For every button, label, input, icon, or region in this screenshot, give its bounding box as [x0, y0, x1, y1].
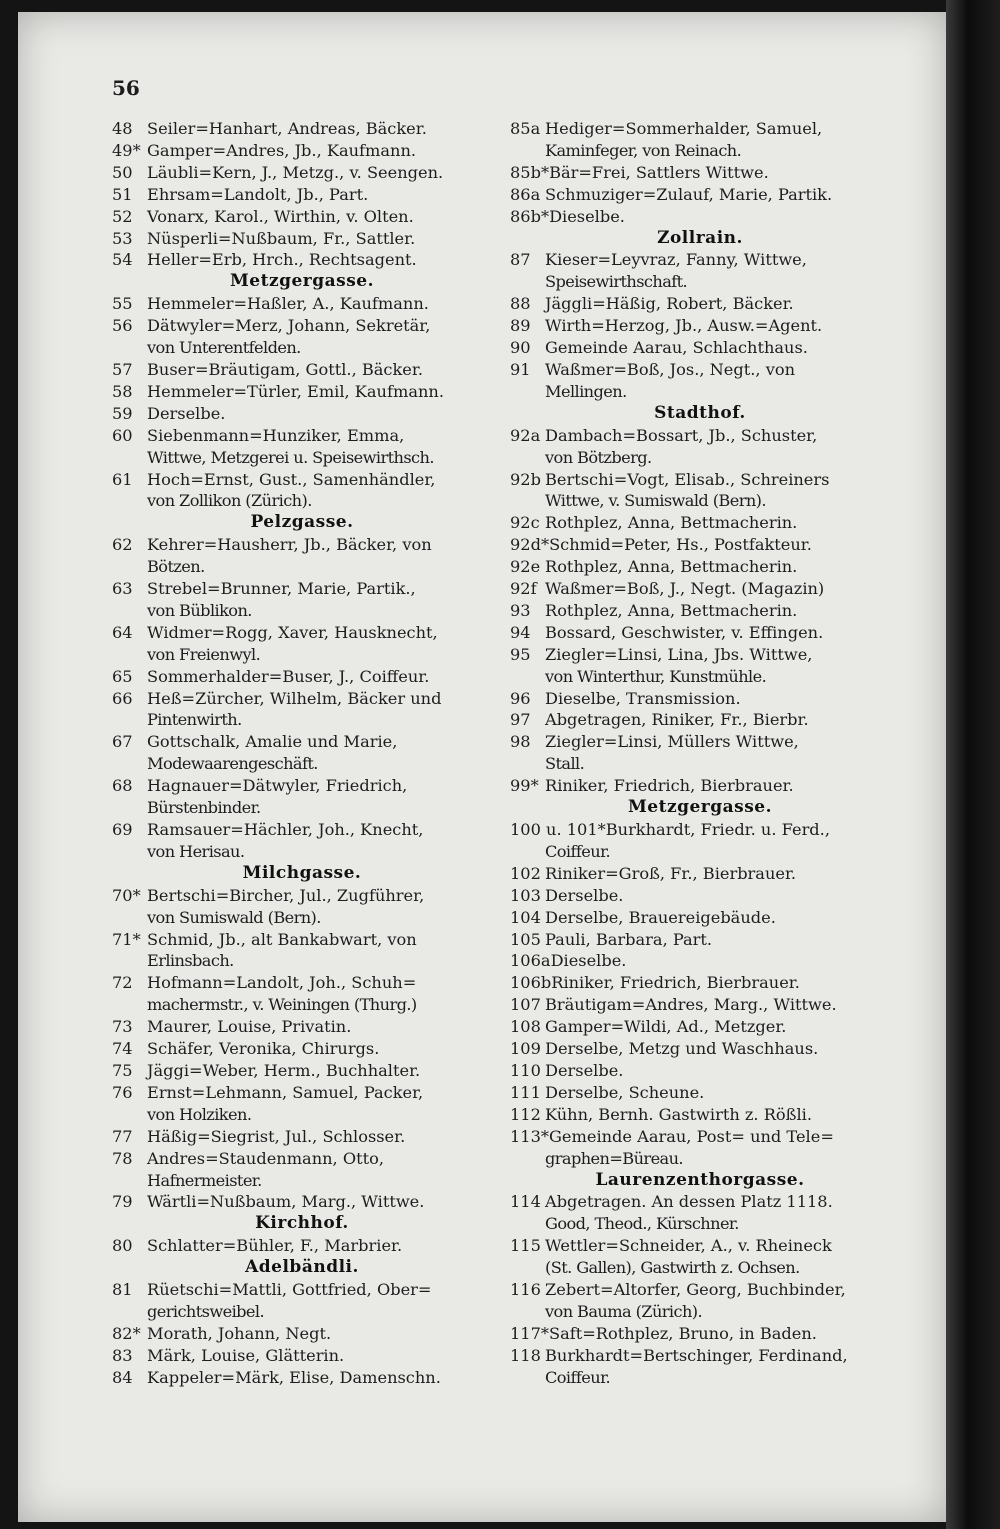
- house-number: 80: [112, 1236, 133, 1256]
- entry-continuation: Erlinsbach.: [147, 951, 234, 971]
- entry-text: Rothplez, Anna, Bettmacherin.: [545, 513, 798, 533]
- house-number: 93: [510, 600, 531, 620]
- house-number: 91: [510, 359, 531, 379]
- house-number: 113*: [510, 1126, 549, 1146]
- house-number: 96: [510, 688, 531, 708]
- directory-entry: [112, 1016, 492, 1038]
- entry-text: Vonarx, Karol., Wirthin, v. Olten.: [147, 206, 414, 226]
- entry-text: Dieselbe.: [549, 206, 625, 226]
- entry-continuation: Modewaarengeschäft.: [147, 754, 318, 774]
- directory-entry: [112, 206, 492, 228]
- house-number: 92e: [510, 557, 541, 577]
- entry-text: Ernst=Lehmann, Samuel, Packer,: [147, 1082, 424, 1102]
- directory-entry: [510, 315, 890, 337]
- entry-text: Abgetragen, Riniker, Fr., Bierbr.: [545, 710, 809, 730]
- entry-text: Heller=Erb, Hrch., Rechtsagent.: [147, 250, 417, 270]
- house-number: 52: [112, 206, 133, 226]
- directory-entry: [112, 972, 492, 1016]
- entry-continuation: Hafnermeister.: [147, 1170, 262, 1190]
- house-number: 105: [510, 929, 541, 949]
- entry-text: Häßig=Siegrist, Jul., Schlosser.: [147, 1126, 406, 1146]
- entry-text: Märk, Louise, Glätterin.: [147, 1345, 345, 1365]
- entry-text: Heß=Zürcher, Wilhelm, Bäcker und: [147, 688, 442, 708]
- house-number: 51: [112, 184, 133, 204]
- entry-text: Wirth=Herzog, Jb., Ausw.=Agent.: [545, 316, 823, 336]
- entry-text: Gemeinde Aarau, Post= und Tele=: [549, 1126, 834, 1146]
- page-number: 56: [112, 76, 140, 100]
- entry-text: Ziegler=Linsi, Müllers Wittwe,: [545, 732, 799, 752]
- directory-entry: [112, 885, 492, 929]
- house-number: 111: [510, 1082, 541, 1102]
- entry-text: Pauli, Barbara, Part.: [545, 929, 713, 949]
- house-number: 72: [112, 973, 133, 993]
- house-number: 92c: [510, 513, 540, 533]
- directory-entry: [112, 162, 492, 184]
- entry-continuation: Mellingen.: [545, 381, 627, 401]
- directory-entry: [112, 1082, 492, 1126]
- entry-text: Saft=Rothplez, Bruno, in Baden.: [549, 1323, 817, 1343]
- entry-continuation: Coiffeur.: [545, 1367, 611, 1387]
- house-number: 95: [510, 644, 531, 664]
- house-number: 78: [112, 1148, 133, 1168]
- directory-entry: [112, 534, 492, 578]
- house-number: 98: [510, 732, 531, 752]
- directory-entry: [510, 469, 890, 513]
- directory-entry: [510, 556, 890, 578]
- entry-continuation: von Büblikon.: [147, 600, 252, 620]
- directory-entry: [112, 228, 492, 250]
- directory-entry: [112, 1367, 492, 1389]
- entry-text: Dieselbe, Transmission.: [545, 688, 741, 708]
- house-number: 103: [510, 885, 541, 905]
- entry-text: Bär=Frei, Sattlers Wittwe.: [549, 162, 769, 182]
- directory-entry: [510, 337, 890, 359]
- directory-entry: [510, 359, 890, 403]
- entry-text: Jäggi=Weber, Herm., Buchhalter.: [147, 1060, 421, 1080]
- house-number: 86b*: [510, 206, 550, 226]
- entry-continuation: Bürstenbinder.: [147, 798, 261, 818]
- directory-entry: [112, 1235, 492, 1257]
- house-number: 88: [510, 294, 531, 314]
- directory-entry: [112, 1148, 492, 1192]
- entry-continuation: Bötzen.: [147, 557, 205, 577]
- directory-entry: [510, 249, 890, 293]
- house-number: 110: [510, 1060, 541, 1080]
- house-number: 87: [510, 250, 531, 270]
- house-number: 69: [112, 820, 133, 839]
- directory-entry: [112, 140, 492, 162]
- house-number: 107: [510, 995, 541, 1015]
- directory-entry: [112, 1323, 492, 1345]
- entry-text: Jäggli=Häßig, Robert, Bäcker.: [545, 294, 794, 314]
- entry-continuation: von Bauma (Zürich).: [545, 1301, 703, 1321]
- directory-entry: [112, 249, 492, 271]
- entry-text: Dambach=Bossart, Jb., Schuster,: [545, 425, 818, 445]
- directory-entry: [112, 293, 492, 315]
- house-number: 115: [510, 1236, 541, 1256]
- directory-entry: [510, 118, 890, 162]
- house-number: 83: [112, 1345, 133, 1365]
- house-number: 66: [112, 688, 133, 708]
- directory-entry: [510, 972, 890, 994]
- directory-entry: [510, 994, 890, 1016]
- house-number: 100 u. 101*: [510, 820, 606, 839]
- directory-entry: [510, 425, 890, 469]
- house-number: 84: [112, 1367, 133, 1387]
- entry-continuation: Kaminfeger, von Reinach.: [545, 140, 742, 160]
- entry-text: Hofmann=Landolt, Joh., Schuh=: [147, 973, 417, 993]
- house-number: 62: [112, 535, 133, 555]
- house-number: 57: [112, 359, 133, 379]
- house-number: 75: [112, 1060, 133, 1080]
- entry-text: Maurer, Louise, Privatin.: [147, 1017, 352, 1037]
- directory-entry: [510, 600, 890, 622]
- house-number: 99*: [510, 776, 539, 796]
- house-number: 58: [112, 381, 133, 401]
- directory-entry: [112, 1191, 492, 1213]
- directory-entry: [510, 293, 890, 315]
- directory-entry: [112, 775, 492, 819]
- entry-text: Widmer=Rogg, Xaver, Hausknecht,: [147, 622, 438, 642]
- entry-text: Burkhardt=Bertschinger, Ferdinand,: [545, 1345, 848, 1365]
- directory-entry: [510, 578, 890, 600]
- entry-text: Wettler=Schneider, A., v. Rheineck: [545, 1236, 832, 1256]
- directory-entry: [510, 1104, 890, 1126]
- directory-entry: [112, 359, 492, 381]
- directory-entry: [510, 907, 890, 929]
- house-number: 92d*: [510, 535, 550, 555]
- entry-text: Derselbe.: [545, 885, 624, 905]
- entry-text: Strebel=Brunner, Marie, Partik.,: [147, 579, 416, 599]
- directory-entry: [510, 885, 890, 907]
- entry-continuation: Coiffeur.: [545, 841, 611, 861]
- house-number: 54: [112, 250, 133, 270]
- directory-entry: [510, 709, 890, 731]
- directory-entry: [510, 534, 890, 556]
- entry-continuation: von Unterentfelden.: [147, 338, 301, 358]
- section-heading: Zollrain.: [657, 227, 743, 248]
- entry-continuation: von Sumiswald (Bern).: [147, 907, 321, 927]
- house-number: 81: [112, 1280, 133, 1300]
- entry-text: Rüetschi=Mattli, Gottfried, Ober=: [147, 1280, 432, 1300]
- directory-entry: [112, 184, 492, 206]
- entry-text: Bertschi=Vogt, Elisab., Schreiners: [545, 469, 830, 489]
- directory-entry: [112, 315, 492, 359]
- house-number: 117*: [510, 1323, 549, 1343]
- entry-text: Hediger=Sommerhalder, Samuel,: [545, 119, 823, 138]
- directory-entry: [510, 622, 890, 644]
- house-number: 108: [510, 1017, 541, 1037]
- house-number: 112: [510, 1104, 541, 1124]
- house-number: 104: [510, 907, 541, 927]
- entry-text: Hemmeler=Türler, Emil, Kaufmann.: [147, 381, 444, 401]
- entry-continuation: von Zollikon (Zürich).: [147, 491, 312, 511]
- house-number: 67: [112, 732, 133, 752]
- entry-continuation: von Bötzberg.: [545, 447, 652, 467]
- section-heading: Milchgasse.: [242, 862, 362, 883]
- directory-entry: [510, 863, 890, 885]
- entry-text: Abgetragen. An dessen Platz 1118.: [545, 1192, 833, 1212]
- entry-continuation: (St. Gallen), Gastwirth z. Ochsen.: [545, 1258, 800, 1278]
- directory-entry: [510, 929, 890, 951]
- entry-text: Rothplez, Anna, Bettmacherin.: [545, 600, 798, 620]
- house-number: 85a: [510, 119, 541, 138]
- section-heading: Laurenzenthorgasse.: [595, 1169, 805, 1190]
- house-number: 106b: [510, 973, 552, 993]
- directory-entry: [112, 425, 492, 469]
- house-number: 94: [510, 622, 531, 642]
- house-number: 65: [112, 666, 133, 686]
- directory-entry: [112, 1126, 492, 1148]
- house-number: 109: [510, 1039, 541, 1059]
- entry-continuation: graphen=Büreau.: [545, 1148, 683, 1168]
- directory-entry: [510, 1126, 890, 1170]
- section-heading: Kirchhof.: [255, 1213, 349, 1234]
- directory-entry: [510, 688, 890, 710]
- entry-text: Schlatter=Bühler, F., Marbrier.: [147, 1236, 403, 1256]
- directory-entry: [112, 1279, 492, 1323]
- directory-entry: [112, 731, 492, 775]
- entry-text: Buser=Bräutigam, Gottl., Bäcker.: [147, 359, 423, 379]
- house-number: 50: [112, 162, 133, 182]
- house-number: 92b: [510, 469, 541, 489]
- directory-entry: [510, 1191, 890, 1235]
- house-number: 76: [112, 1082, 133, 1102]
- directory-entry: [510, 950, 890, 972]
- house-number: 49*: [112, 140, 141, 160]
- house-number: 86a: [510, 184, 541, 204]
- entry-text: Wärtli=Nußbaum, Marg., Wittwe.: [147, 1192, 425, 1212]
- entry-text: Schmuziger=Zulauf, Marie, Partik.: [545, 184, 833, 204]
- directory-entry: [112, 469, 492, 513]
- house-number: 71*: [112, 929, 141, 949]
- entry-text: Waßmer=Boß, Jos., Negt., von: [545, 359, 796, 379]
- entry-text: Schäfer, Veronika, Chirurgs.: [147, 1039, 380, 1059]
- entry-text: Waßmer=Boß, J., Negt. (Magazin): [545, 579, 825, 599]
- directory-entry: [112, 381, 492, 403]
- entry-text: Sommerhalder=Buser, J., Coiffeur.: [147, 666, 430, 686]
- house-number: 82*: [112, 1323, 141, 1343]
- section-heading: Stadthof.: [654, 402, 746, 423]
- entry-text: Kühn, Bernh. Gastwirth z. Rößli.: [545, 1104, 812, 1124]
- house-number: 59: [112, 403, 133, 423]
- entry-text: Bräutigam=Andres, Marg., Wittwe.: [545, 995, 837, 1015]
- house-number: 77: [112, 1126, 133, 1146]
- directory-entry: [112, 688, 492, 732]
- directory-entry: [112, 403, 492, 425]
- section-heading: Adelbändli.: [245, 1257, 359, 1278]
- entry-text: Seiler=Hanhart, Andreas, Bäcker.: [147, 119, 427, 138]
- entry-text: Kieser=Leyvraz, Fanny, Wittwe,: [545, 250, 807, 270]
- left-column: [112, 118, 492, 1389]
- directory-entry: [510, 1279, 890, 1323]
- entry-text: Schmid, Jb., alt Bankabwart, von: [147, 929, 417, 949]
- directory-entry: [112, 578, 492, 622]
- house-number: 60: [112, 425, 133, 445]
- directory-entry: [510, 731, 890, 775]
- house-number: 118: [510, 1345, 541, 1365]
- house-number: 55: [112, 294, 133, 314]
- entry-text: Gamper=Andres, Jb., Kaufmann.: [147, 140, 417, 160]
- entry-continuation: Stall.: [545, 754, 585, 774]
- entry-text: Derselbe, Brauereigebäude.: [545, 907, 776, 927]
- house-number: 79: [112, 1192, 133, 1212]
- entry-text: Gamper=Wildi, Ad., Metzger.: [545, 1017, 787, 1037]
- entry-text: Siebenmann=Hunziker, Emma,: [147, 425, 405, 445]
- entry-text: Nüsperli=Nußbaum, Fr., Sattler.: [147, 228, 416, 248]
- entry-text: Riniker, Friedrich, Bierbrauer.: [545, 776, 794, 796]
- entry-continuation: Speisewirthschaft.: [545, 272, 688, 292]
- entry-continuation: Wittwe, Metzgerei u. Speisewirthsch.: [147, 447, 434, 467]
- directory-entry: [510, 775, 890, 797]
- directory-entry: [510, 1060, 890, 1082]
- house-number: 56: [112, 316, 133, 336]
- house-number: 90: [510, 338, 531, 358]
- entry-continuation: von Herisau.: [147, 841, 245, 861]
- directory-entry: [510, 644, 890, 688]
- house-number: 64: [112, 622, 133, 642]
- house-number: 114: [510, 1192, 541, 1212]
- book-edge: [946, 0, 1000, 1529]
- house-number: 63: [112, 579, 133, 599]
- house-number: 106a: [510, 951, 551, 971]
- entry-text: Kappeler=Märk, Elise, Damenschn.: [147, 1367, 441, 1387]
- entry-text: Bossard, Geschwister, v. Effingen.: [545, 622, 824, 642]
- section-heading: Pelzgasse.: [250, 512, 354, 533]
- entry-text: Rothplez, Anna, Bettmacherin.: [545, 557, 798, 577]
- directory-entry: [112, 622, 492, 666]
- entry-text: Kehrer=Hausherr, Jb., Bäcker, von: [147, 535, 432, 555]
- directory-entry: [510, 1323, 890, 1345]
- entry-text: Derselbe, Scheune.: [545, 1082, 705, 1102]
- entry-continuation: gerichtsweibel.: [147, 1301, 265, 1321]
- entry-text: Andres=Staudenmann, Otto,: [147, 1148, 385, 1168]
- directory-entry: [112, 1060, 492, 1082]
- directory-entry: [510, 1016, 890, 1038]
- directory-entry: [112, 819, 492, 863]
- directory-entry: [112, 1345, 492, 1367]
- entry-text: Derselbe.: [545, 1060, 624, 1080]
- section-heading: Metzgergasse.: [627, 797, 773, 818]
- house-number: 92a: [510, 425, 541, 445]
- entry-text: Gemeinde Aarau, Schlachthaus.: [545, 338, 808, 358]
- directory-entry: [112, 118, 492, 140]
- directory-entry: [510, 1235, 890, 1279]
- house-number: 68: [112, 776, 133, 796]
- entry-text: Zebert=Altorfer, Georg, Buchbinder,: [545, 1280, 846, 1300]
- house-number: 97: [510, 710, 531, 730]
- house-number: 61: [112, 469, 133, 489]
- entry-text: Dätwyler=Merz, Johann, Sekretär,: [147, 316, 431, 336]
- entry-continuation: Pintenwirth.: [147, 710, 242, 730]
- right-column: [510, 118, 890, 1389]
- entry-text: Dieselbe.: [550, 951, 627, 971]
- directory-entry: [112, 666, 492, 688]
- house-number: 53: [112, 228, 133, 248]
- entry-continuation: Good, Theod., Kürschner.: [545, 1214, 739, 1234]
- entry-continuation: machermstr., v. Weiningen (Thurg.): [147, 995, 417, 1015]
- directory-entry: [510, 1038, 890, 1060]
- entry-text: Burkhardt, Friedr. u. Ferd.,: [605, 820, 830, 839]
- entry-text: Hagnauer=Dätwyler, Friedrich,: [147, 776, 408, 796]
- section-heading: Metzgergasse.: [229, 271, 375, 292]
- directory-entry: [112, 1038, 492, 1060]
- directory-entry: [112, 929, 492, 973]
- entry-text: Bertschi=Bircher, Jul., Zugführer,: [147, 885, 425, 905]
- house-number: 92f: [510, 579, 537, 599]
- directory-entry: [510, 512, 890, 534]
- directory-entry: [510, 1082, 890, 1104]
- entry-text: Riniker, Friedrich, Bierbrauer.: [551, 973, 800, 993]
- house-number: 89: [510, 316, 531, 336]
- entry-text: Läubli=Kern, J., Metzg., v. Seengen.: [147, 162, 444, 182]
- entry-continuation: Wittwe, v. Sumiswald (Bern).: [545, 491, 766, 511]
- entry-text: Morath, Johann, Negt.: [147, 1323, 332, 1343]
- entry-text: Derselbe, Metzg und Waschhaus.: [545, 1039, 819, 1059]
- directory-entry: [510, 184, 890, 206]
- entry-text: Riniker=Groß, Fr., Bierbrauer.: [545, 863, 797, 883]
- entry-text: Ehrsam=Landolt, Jb., Part.: [147, 184, 369, 204]
- entry-text: Gottschalk, Amalie und Marie,: [147, 732, 398, 752]
- entry-text: Hoch=Ernst, Gust., Samenhändler,: [147, 469, 436, 489]
- house-number: 85b*: [510, 162, 550, 182]
- entry-text: Ramsauer=Hächler, Joh., Knecht,: [147, 820, 424, 839]
- entry-continuation: von Holziken.: [147, 1104, 252, 1124]
- house-number: 73: [112, 1017, 133, 1037]
- entry-continuation: von Freienwyl.: [147, 644, 261, 664]
- entry-text: Schmid=Peter, Hs., Postfakteur.: [549, 535, 812, 555]
- directory-entry: [510, 206, 890, 228]
- entry-text: Ziegler=Linsi, Lina, Jbs. Wittwe,: [545, 644, 813, 664]
- directory-entry: [510, 162, 890, 184]
- house-number: 102: [510, 863, 541, 883]
- directory-entry: [510, 819, 890, 863]
- entry-text: Hemmeler=Haßler, A., Kaufmann.: [147, 294, 429, 314]
- house-number: 74: [112, 1039, 133, 1059]
- entry-text: Derselbe.: [147, 403, 226, 423]
- house-number: 116: [510, 1280, 541, 1300]
- house-number: 48: [112, 119, 133, 138]
- entry-continuation: von Winterthur, Kunstmühle.: [545, 666, 767, 686]
- house-number: 70*: [112, 885, 141, 905]
- directory-entry: [510, 1345, 890, 1389]
